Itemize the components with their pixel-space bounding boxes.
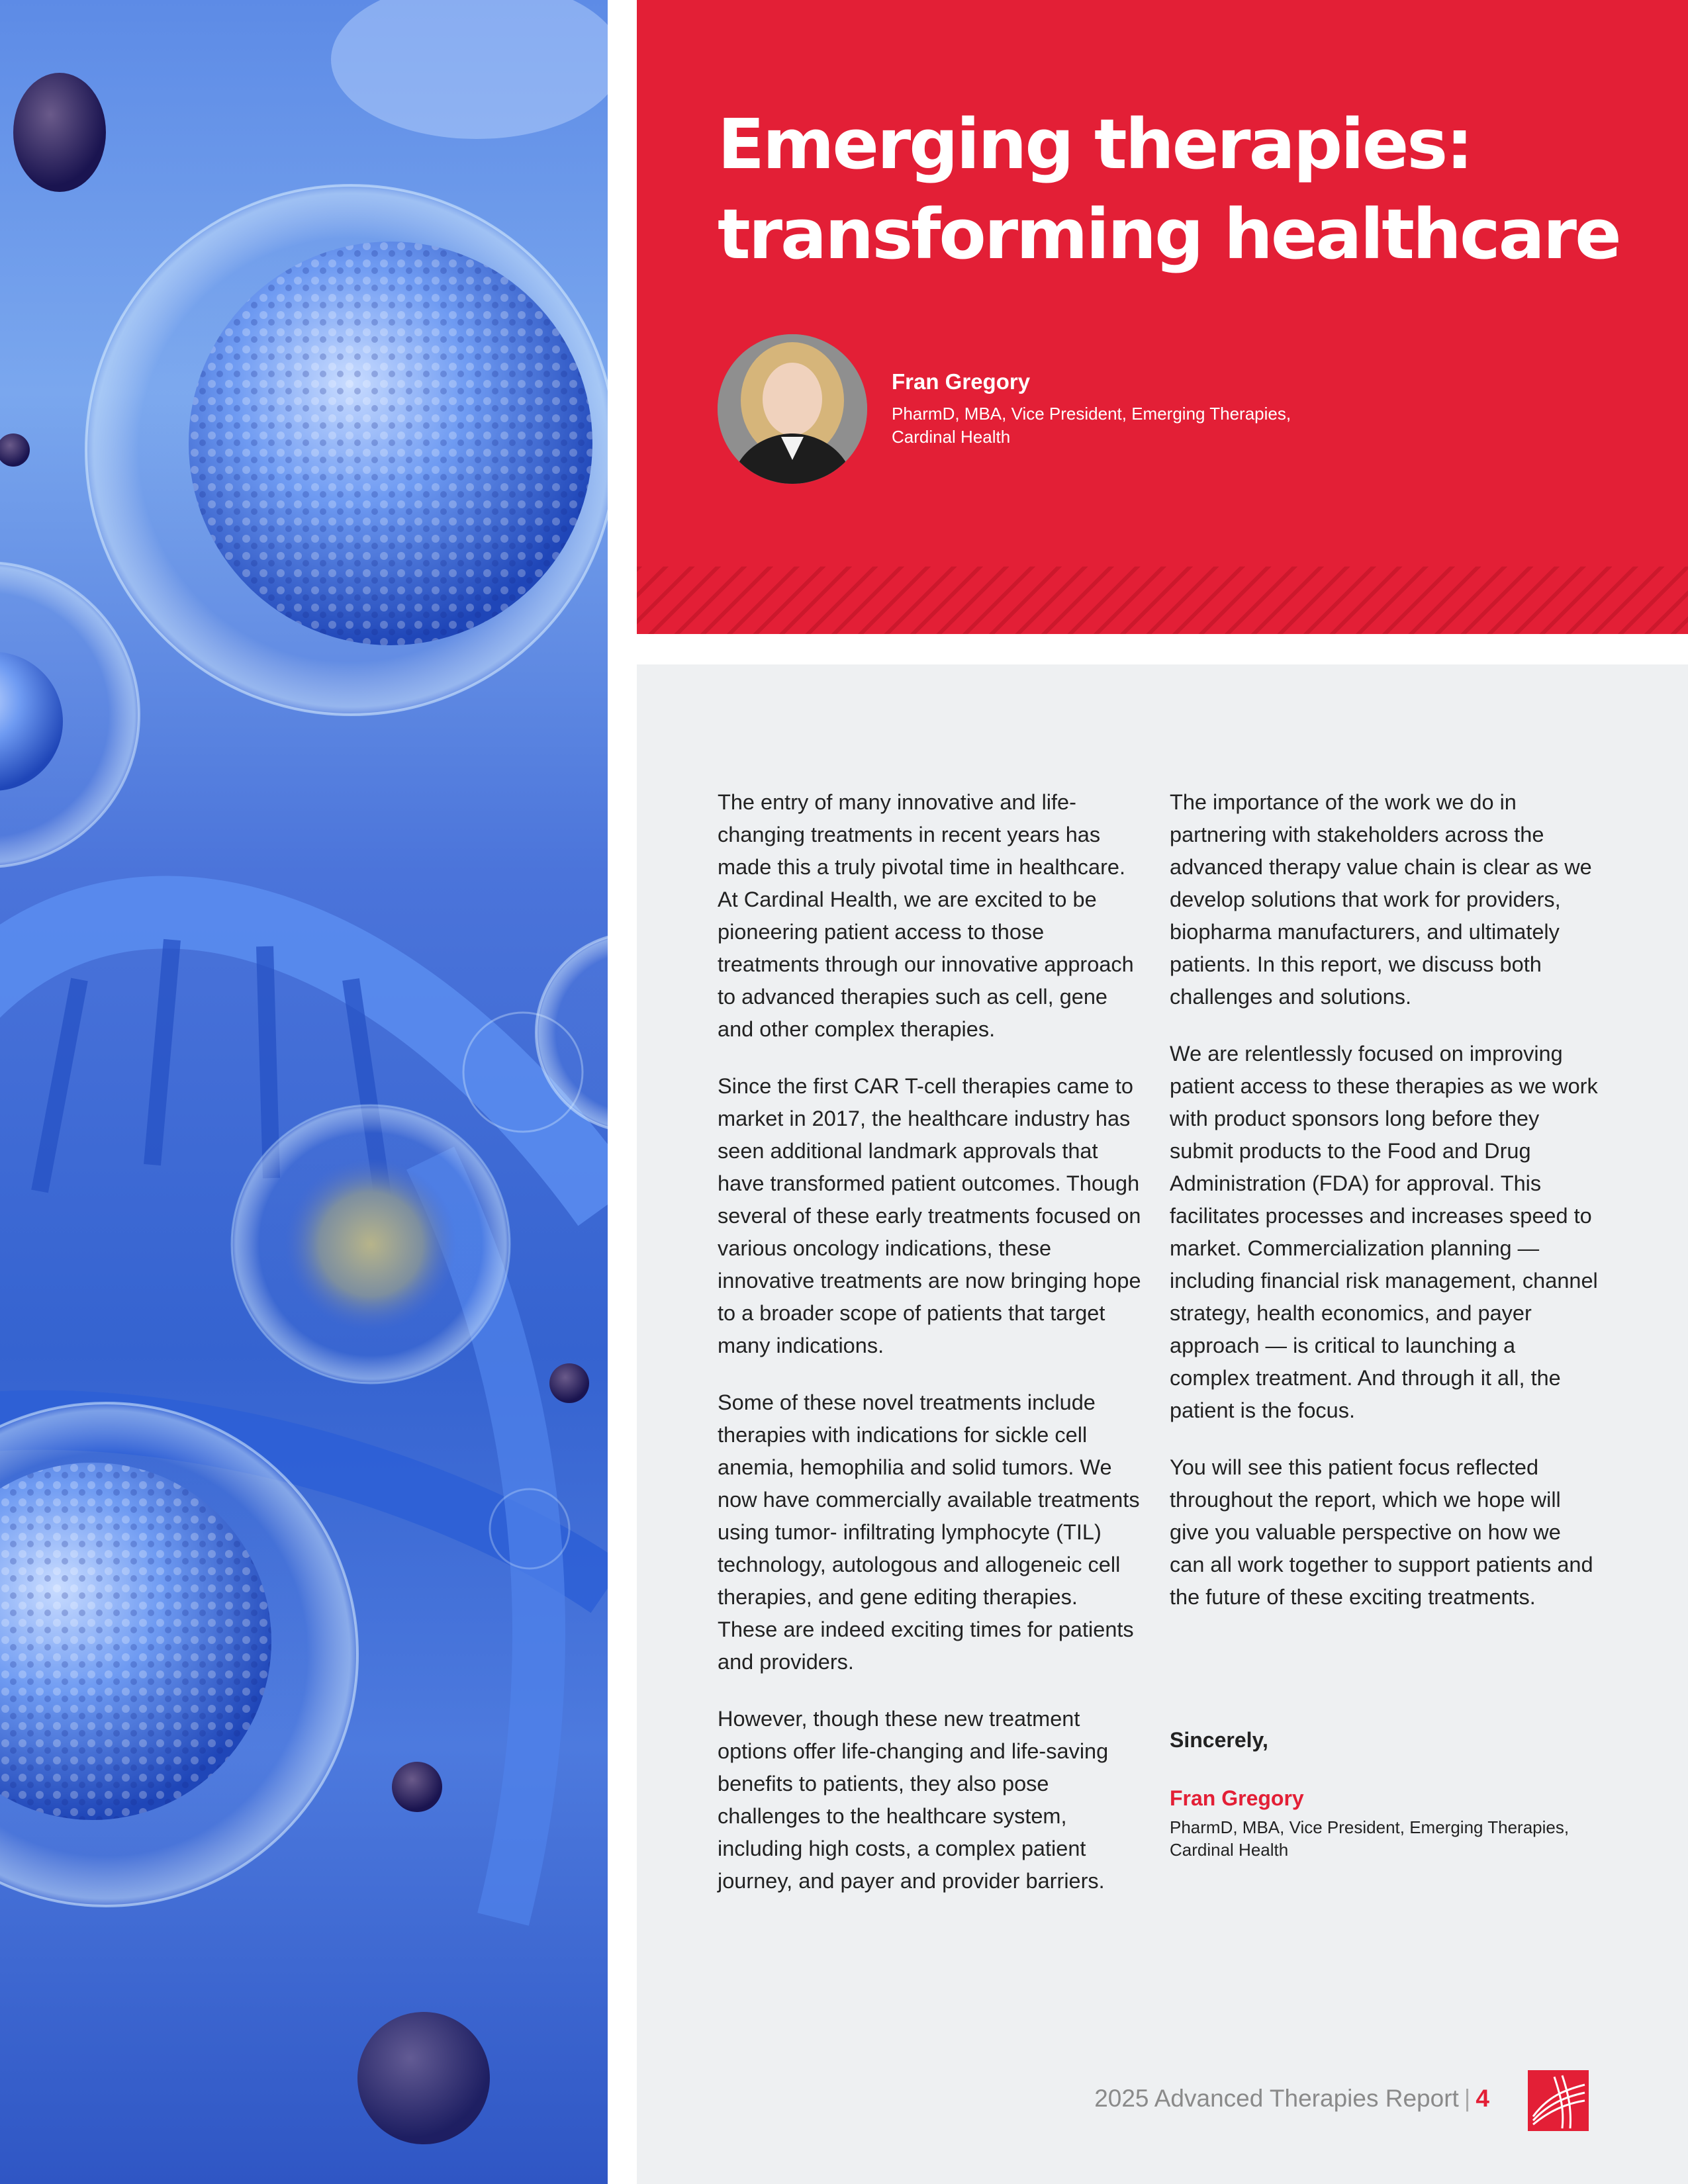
title-line-2: transforming healthcare [718, 194, 1620, 275]
hatch-stripe-decoration [637, 567, 1688, 634]
paragraph: The entry of many innovative and life-changing treatments in recent years has made this a truly pivotal time in healthcare. At Cardinal Health, we are excited to be pioneering patient access to those treatments through our innovative approach to advanced therapies such as cell, gene and other complex therapies. [718, 790, 1134, 1041]
paragraph: Some of these novel treatments include therapies with indications for sickle cell anemia, hemophilia and solid tumors. We now have commercially available treatments using tumor- infiltrating lymphocyte (TIL) technology, autologous and allogeneic cell therapies, and gene editing therapies. These are indeed exciting times for patients and providers. [718, 1390, 1140, 1674]
paragraph: You will see this patient focus reflected throughout the report, which we hope will give you valuable perspective on how we can all work together to support patients and the future of these exciting treatments. [1170, 1455, 1593, 1609]
paragraph: However, though these new treatment options offer life-changing and life-saving benefits to patients, they also pose challenges to the healthcare system, including high costs, a complex patient journey, and payer and provider barriers. [718, 1707, 1109, 1893]
left-column [718, 786, 1141, 1922]
logo-graphic [1528, 2070, 1589, 2131]
right-column [1170, 786, 1600, 1638]
title-line-1: Emerging therapies: [718, 104, 1472, 185]
author-portrait-graphic [718, 334, 867, 484]
footer-separator: | [1464, 2085, 1471, 2112]
paragraph: We are relentlessly focused on improving patient access to these therapies as we work with product sponsors long before they submit products to the Food and Drug Administration (FDA) for approval. This facilitates processes and increases speed to market. Commercialization planning — including financial risk management, channel strategy, health economics, and payer approach — is critical to launching a complex treatment. And through it all, the patient is the focus. [1170, 1042, 1598, 1422]
cardinal-health-logo-icon [1528, 2070, 1589, 2131]
signature-name: Fran Gregory [1170, 1786, 1304, 1810]
page-number: 4 [1476, 2085, 1489, 2112]
page-footer [1059, 2085, 1489, 2118]
author-role: PharmD, MBA, Vice President, Emerging Therapies, Cardinal Health [892, 404, 1291, 447]
closing-salutation: Sincerely, [1170, 1728, 1268, 1752]
page-title [718, 99, 1644, 279]
cell-illustration-graphic [0, 0, 608, 2184]
report-title: 2025 Advanced Therapies Report [1094, 2085, 1459, 2112]
hero-cell-illustration [0, 0, 608, 2184]
header-banner [637, 0, 1688, 634]
paragraph: The importance of the work we do in partnering with stakeholders across the advanced therapy value chain is clear as we develop solutions that work for providers, biopharma manufacturers, and ultimately patients. In this report, we discuss both challenges and solutions. [1170, 790, 1592, 1009]
letter-body [637, 664, 1688, 2184]
author-avatar [718, 334, 867, 484]
signature-role: PharmD, MBA, Vice President, Emerging Therapies, Cardinal Health [1170, 1817, 1570, 1860]
paragraph: Since the first CAR T-cell therapies came to market in 2017, the healthcare industry has seen additional landmark approvals that have transformed patient outcomes. Though several of these early treatments focused on various oncology indications, these innovative treatments are now bringing hope to a broader scope of patients that target many indications. [718, 1074, 1141, 1357]
author-name: Fran Gregory [892, 369, 1031, 394]
